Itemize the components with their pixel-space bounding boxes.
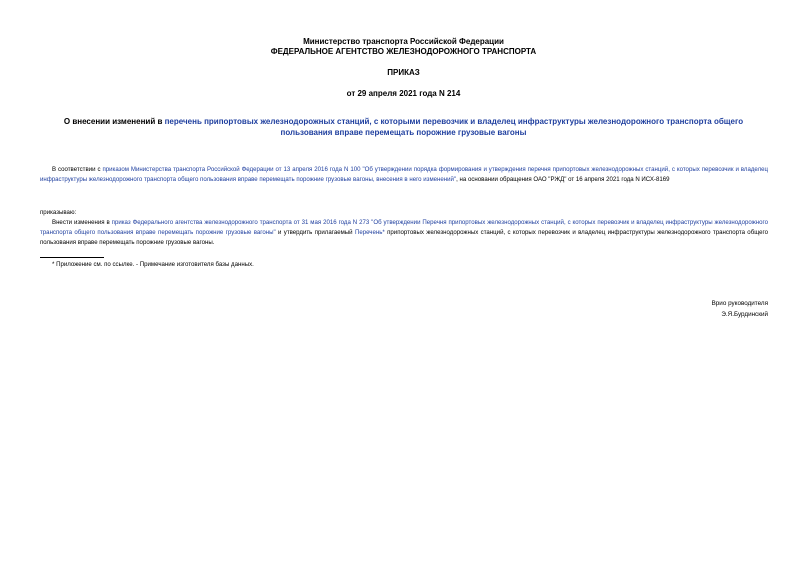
signature-position: Врио руководителя xyxy=(711,300,768,307)
doc-title xyxy=(40,116,767,138)
paragraph-decision xyxy=(40,218,768,248)
p2-order-link[interactable]: приказ Федерального агентства железнодорожного транспорта от 31 мая 2016 года N 273 "Об утверждении Перечня припортовых железнодорожных станций, с которых перевозчик и владелец инфраструктуры железнодорожного транспорта общего пользования вправе перемещать порожние грузовые вагоны" xyxy=(40,219,769,236)
doc-type: ПРИКАЗ xyxy=(387,68,420,77)
doc-date-number: от 29 апреля 2021 года N 214 xyxy=(346,89,461,98)
title-prefix: О внесении изменений в xyxy=(63,117,165,126)
ministry-name: Министерство транспорта Российской Федерации xyxy=(303,37,504,46)
footnote: * Приложение см. по ссылке. - Примечание изготовителя базы данных. xyxy=(52,261,254,268)
p2-text-middle: и утвердить прилагаемый xyxy=(275,229,355,236)
title-link[interactable]: перечень припортовых железнодорожных станций, с которыми перевозчик и владелец инфраструктуры железнодорожного транспорта общего пользования вправе перемещать порожние грузовые вагоны xyxy=(164,117,744,137)
paragraph-basis xyxy=(40,165,768,185)
p2-text-after: припортовых железнодорожных станций, с которых перевозчик и владелец инфраструктуры железнодорожного транспорта общего пользования вправе перемещать порожние грузовые вагоны. xyxy=(40,229,769,246)
p1-order-link[interactable]: приказом Министерства транспорта Российской Федерации от 13 апреля 2016 года N 100 "Об утверждении порядка формирования и утверждения перечня припортовых железнодорожных станций, с которых перевозчик и владелец инфраструктуры железнодорожного транспорта общего пользования вправе перемещать порожние грузовые вагоны, внесения в него изменений" xyxy=(40,166,769,183)
footnote-divider xyxy=(40,257,104,258)
p2-list-link[interactable]: Перечень* xyxy=(354,229,385,236)
ordered-line: приказываю: xyxy=(40,209,77,216)
agency-name: ФЕДЕРАЛЬНОЕ АГЕНТСТВО ЖЕЛЕЗНОДОРОЖНОГО ТРАНСПОРТА xyxy=(270,47,537,56)
signature-name: Э.Я.Бурдинский xyxy=(721,311,768,318)
p2-text-before: Внести изменения в xyxy=(52,219,112,226)
p1-text-before: В соответствии с xyxy=(52,166,103,173)
p1-text-after: , на основании обращения ОАО "РЖД" от 16 апреля 2021 года N ИСХ-8169 xyxy=(456,176,670,183)
